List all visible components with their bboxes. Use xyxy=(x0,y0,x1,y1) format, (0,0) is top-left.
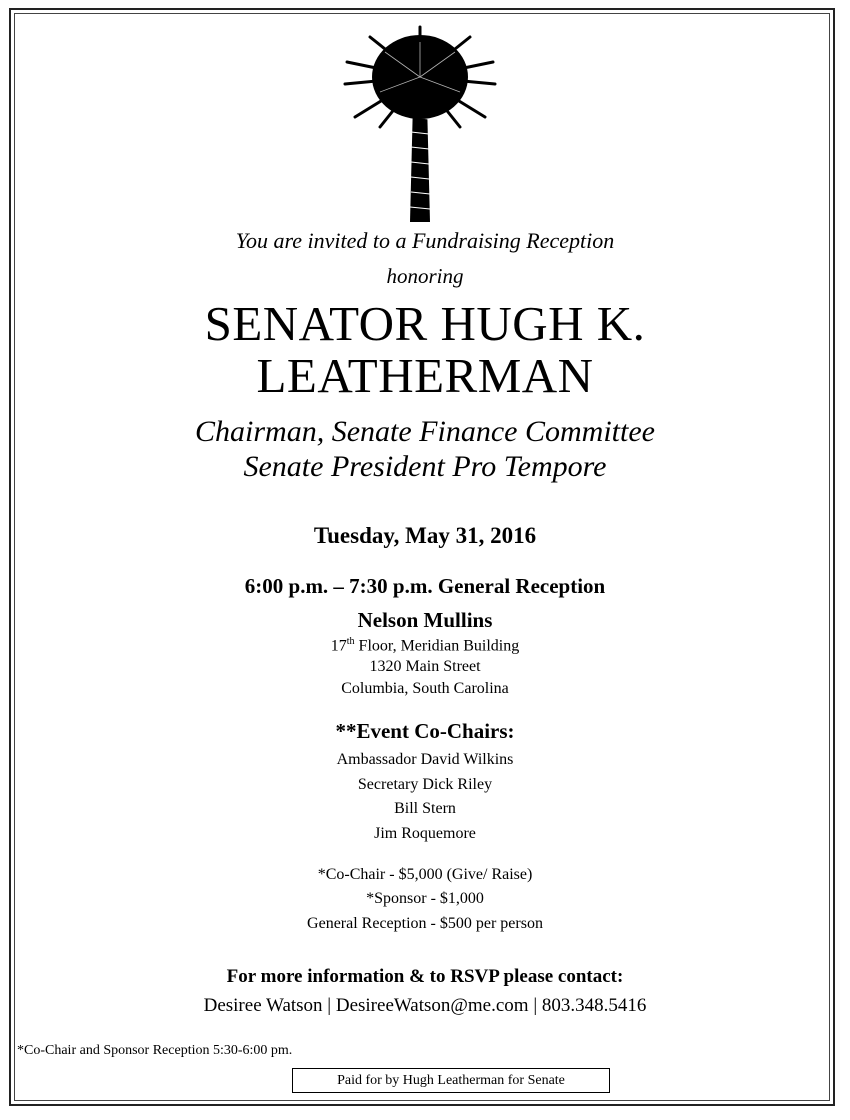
cochairs-heading: **Event Co-Chairs: xyxy=(335,719,515,743)
sponsorship-level: *Sponsor - $1,000 xyxy=(366,890,484,907)
honoree-title-2: Senate President Pro Tempore xyxy=(243,450,607,483)
honoree-name-line2: LEATHERMAN xyxy=(256,348,594,403)
event-time: 6:00 p.m. – 7:30 p.m. General Reception xyxy=(244,574,606,598)
contact-heading: For more information & to RSVP please contact: xyxy=(226,966,624,987)
floor-number: 17 xyxy=(330,637,347,655)
invitation-intro: You are invited to a Fundraising Reception xyxy=(235,228,615,253)
cochair-name: Secretary Dick Riley xyxy=(357,776,493,793)
floor-suffix: th xyxy=(346,636,355,647)
venue-street: 1320 Main Street xyxy=(369,658,481,675)
cochair-name: Ambassador David Wilkins xyxy=(336,751,514,768)
sponsorship-level: *Co-Chair - $5,000 (Give/ Raise) xyxy=(317,866,533,883)
cochair-name: Bill Stern xyxy=(394,800,456,817)
paid-for-disclaimer: Paid for by Hugh Leatherman for Senate xyxy=(292,1068,610,1093)
contact-line: Desiree Watson | DesireeWatson@me.com | 803.348.5416 xyxy=(203,995,647,1016)
honoree-name-line1: SENATOR HUGH K. xyxy=(204,296,646,351)
venue-floor xyxy=(0,636,850,655)
event-date: Tuesday, May 31, 2016 xyxy=(313,523,537,548)
floor-building: Floor, Meridian Building xyxy=(354,637,520,655)
honoree-title-1: Chairman, Senate Finance Committee xyxy=(195,415,655,448)
venue-city: Columbia, South Carolina xyxy=(341,680,509,697)
footnote: *Co-Chair and Sponsor Reception 5:30-6:00 pm. xyxy=(17,1043,293,1058)
cochair-name: Jim Roquemore xyxy=(374,825,476,842)
honoring-text: honoring xyxy=(386,264,464,288)
palmetto-tree-icon xyxy=(335,22,505,232)
sponsorship-level: General Reception - $500 per person xyxy=(307,915,543,932)
honoree-name xyxy=(0,298,850,402)
venue-name: Nelson Mullins xyxy=(357,608,493,632)
